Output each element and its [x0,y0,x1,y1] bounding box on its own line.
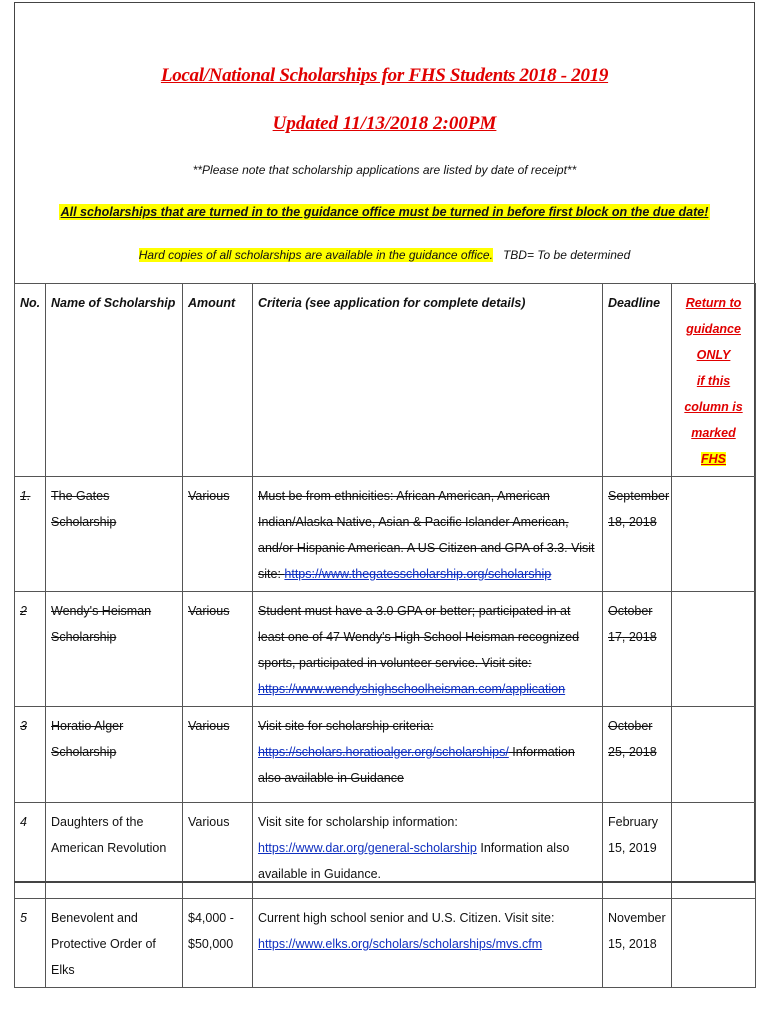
return-line: guidance ONLY [686,322,741,362]
scholarship-deadline: November 15, 2018 [603,899,672,988]
col-return [672,284,756,477]
row-number: 3 [15,707,46,803]
row-number: 1. [15,477,46,592]
scholarship-amount: Various [183,707,253,803]
scholarship-criteria [253,707,603,803]
scholarship-amount: $4,000 - $50,000 [183,899,253,988]
col-criteria: Criteria (see application for complete details) [253,284,603,477]
row-number: 5 [15,899,46,988]
scholarship-link[interactable]: https://www.dar.org/general-scholarship [258,841,477,855]
scholarship-deadline: February 15, 2019 [603,803,672,899]
table-header-row [15,284,756,477]
criteria-text: Visit site for scholarship criteria: [258,719,434,733]
row-number: 4 [15,803,46,899]
receipt-note: **Please note that scholarship applications are listed by date of receipt** [192,163,577,177]
fhs-marker: FHS [701,452,726,466]
scholarship-name: Benevolent and Protective Order of Elks [46,899,183,988]
col-amount: Amount [183,284,253,477]
criteria-text: Visit site for scholarship information: [258,815,458,829]
tbd-note: TBD= To be determined [502,248,631,262]
return-cell [672,803,756,899]
document-title: Local/National Scholarships for FHS Students 2018 - 2019 [160,65,609,86]
scholarship-amount: Various [183,477,253,592]
col-name: Name of Scholarship [46,284,183,477]
updated-date: Updated 11/13/2018 2:00PM [272,113,497,134]
return-line: Return to [685,296,742,310]
scholarship-link[interactable]: https://www.thegatesscholarship.org/scholarship [284,567,552,581]
scholarship-link[interactable]: https://www.wendyshighschoolheisman.com/application [258,682,566,696]
return-cell [672,707,756,803]
table-row [15,707,756,803]
hard-copies-text: Hard copies of all scholarships are available in the guidance office. [138,248,493,262]
col-deadline: Deadline [603,284,672,477]
return-cell [672,592,756,707]
scholarship-deadline: October 25, 2018 [603,707,672,803]
scholarship-criteria [253,899,603,988]
scholarship-amount: Various [183,592,253,707]
row-number: 2 [15,592,46,707]
hard-copies-note [15,248,754,262]
criteria-text: Student must have a 3.0 GPA or better; participated in at least one of 47 Wendy's High School Heisman recognized sports, participated in volunteer service. Visit site: [258,604,580,670]
scholarship-link[interactable]: https://scholars.horatioalger.org/scholarships/ [258,745,509,759]
warning-text: All scholarships that are turned in to the guidance office must be turned in before first block on the due date! [60,205,709,219]
criteria-text: Current high school senior and U.S. Citizen. Visit site: [258,911,555,925]
criteria-after-text: Information also available in Guidance. [258,841,570,881]
criteria-text: Must be from ethnicities: African American, American Indian/Alaska Native, Asian & Pacific Islander American, and/or Hispanic American. A US Citizen and GPA of 3.3. Visit site: [258,489,595,581]
table-row [15,592,756,707]
table-row [15,477,756,592]
scholarship-name: Wendy's Heisman Scholarship [46,592,183,707]
scholarship-criteria [253,592,603,707]
return-line: if this column is [684,374,743,414]
scholarship-link[interactable]: https://www.elks.org/scholars/scholarships/mvs.cfm [258,937,543,951]
return-cell [672,899,756,988]
scholarship-name: Daughters of the American Revolution [46,803,183,899]
scholarship-name: Horatio Alger Scholarship [46,707,183,803]
col-no: No. [15,284,46,477]
deadline-warning [15,205,754,219]
table-row [15,899,756,988]
return-cell [672,477,756,592]
scholarship-name: The Gates Scholarship [46,477,183,592]
table-bottom-rule [14,881,755,883]
scholarship-deadline: September 18, 2018 [603,477,672,592]
table-row [15,803,756,899]
scholarship-amount: Various [183,803,253,899]
scholarship-deadline: October 17, 2018 [603,592,672,707]
criteria-after-text: Information also available in Guidance [258,745,575,785]
scholarship-criteria [253,803,603,899]
return-line: marked [691,426,736,440]
scholarship-criteria [253,477,603,592]
